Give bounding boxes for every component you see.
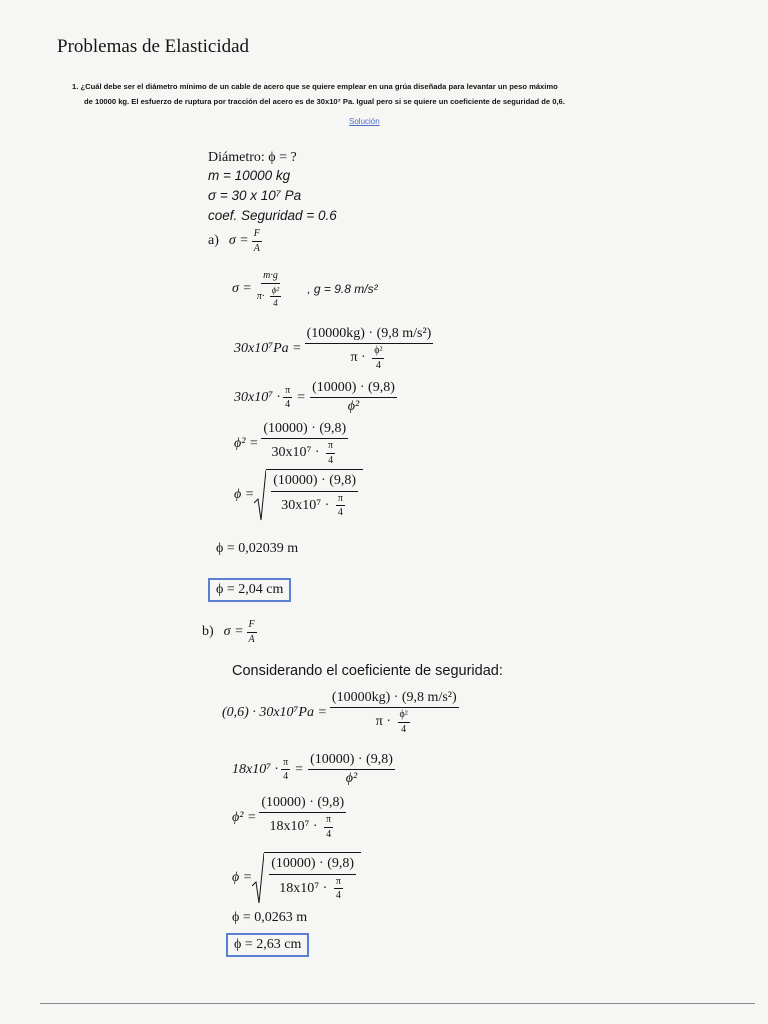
given-diameter: Diámetro: ϕ = ? [208,150,297,165]
phi-over-4 [372,345,384,371]
den-text: 18x10⁷ · [279,880,328,896]
solution-link[interactable]: Solución [349,117,380,126]
eq-b-3: 18x10⁷ · $\frac{\pi}{4}$ = $\frac{(10000) \cdot (9,8)}{\text{ϕ²}}$ [232,752,393,787]
result-a-meters: ϕ = 0,02039 m [216,541,299,556]
frac-den [374,708,415,735]
eq-b-4 [232,795,349,840]
sigma-lhs: σ = [223,624,244,639]
frac-num: (10000) · (9,8) [269,856,356,874]
sqrt [254,469,363,521]
frac-den [269,439,340,466]
frac-num: π [324,814,333,828]
result-b-meters: ϕ = 0,0263 m [232,910,308,925]
frac-num: ϕ² [398,709,410,723]
pi-over-4 [336,493,345,519]
frac-num: π [326,440,335,454]
frac-den [279,492,350,519]
pi-over-4 [324,814,333,840]
frac-num: (10000) · (9,8) [308,752,395,770]
phi-over-4 [270,285,281,309]
page-title: Problemas de Elasticidad [57,36,250,57]
eq-a-5 [234,421,351,466]
question-text-1: ¿Cuál debe ser el diámetro mínimo de un cable de acero que se quiere emplear en una grúa diseñada para levantar un peso máximo [80,82,558,91]
fraction-main [305,326,434,371]
frac-num: π [334,876,343,890]
eq-b-1 [202,619,260,645]
eq-b-2 [222,690,462,735]
frac-num: π [336,493,345,507]
fraction-f-a [252,228,262,254]
frac-num: (10000kg) · (9,8 m/s²) [305,326,434,344]
frac-den: 4 [273,297,278,308]
pi-over-4 [281,757,290,783]
frac-den: A [248,633,255,645]
eq-a-2 [232,270,378,308]
coef-note: Considerando el coeficiente de seguridad: [232,663,503,679]
frac-den [348,344,389,371]
pi-dot: π · [375,714,392,730]
phi-over-4 [398,709,410,735]
eq-lhs: (0,6) · 30x10⁷Pa = [222,704,327,720]
result-b-cm: ϕ = 2,63 cm [226,933,309,957]
fraction-f-a [247,619,257,645]
eq-a-3 [234,326,436,371]
frac-num: (10000) · (9,8) [259,795,346,813]
fraction-main [271,473,358,518]
sigma-lhs: σ = [228,233,249,248]
frac-num: (10000kg) · (9,8 m/s²) [330,690,459,708]
frac-den: 4 [285,399,291,411]
result-a-cm: ϕ = 2,04 cm [208,578,291,602]
frac-num: (10000) · (9,8) [261,421,348,439]
frac-num: F [252,228,262,242]
frac-den: ϕ² [345,771,358,787]
frac-den: 4 [326,828,332,840]
frac-den: A [253,242,260,254]
fraction-main [308,752,395,787]
radical-sign [254,469,266,521]
eq-lhs: ϕ² = [234,435,259,451]
den-text: 18x10⁷ · [269,819,318,835]
frac-den: 4 [401,723,407,735]
given-mass: m = 10000 kg [208,168,291,183]
fraction-main [330,690,459,735]
sigma-lhs: σ = [232,281,252,297]
frac-den: 4 [283,771,289,783]
eq-b-5 [232,852,361,904]
part-a-label: a) [208,233,219,248]
fraction-main [261,421,348,466]
eq-lhs: 30x10⁷Pa = [234,340,302,356]
eq-lhs: 30x10⁷ · [234,389,281,405]
frac-den: 4 [337,507,343,519]
den-text: 30x10⁷ · [271,445,320,461]
eq-a-6 [234,469,363,521]
part-b-label: b) [202,624,214,639]
fraction-main [310,380,397,415]
sqrt-body [264,852,361,904]
pi-dot: π · [350,350,366,366]
pi-dot: π· [256,290,265,302]
given-coef: coef. Seguridad = 0.6 [208,208,337,223]
frac-den: ϕ² [347,399,360,415]
eq-a-4: 30x10⁷ · $\frac{\pi}{4}$ = $\frac{(10000) \cdot (9,8)}{\text{ϕ²}}$ [234,380,395,415]
frac-num: ϕ² [372,345,384,359]
frac-num: π [281,757,290,771]
question-line-2: de 10000 kg. El esfuerzo de ruptura por tracción del acero es de 30x10⁷ Pa. Igual pero si se quiere un coeficiente de seguridad de 0,6. [84,97,565,106]
fraction-main [259,795,346,840]
frac-den [255,284,286,309]
pi-over-4 [326,440,335,466]
frac-den [277,875,348,902]
frac-num: ϕ² [270,285,281,297]
eq-a-1 [208,228,265,254]
eq-lhs: ϕ² = [232,809,257,825]
scan-edge-line [40,1003,755,1004]
given-sigma: σ = 30 x 10⁷ Pa [208,188,302,203]
radical-sign [252,852,264,904]
frac-num: (10000) · (9,8) [310,380,397,398]
fraction-main [269,856,356,901]
frac-den [267,813,338,840]
sqrt-body [266,469,363,521]
eq-lhs: 18x10⁷ · [232,761,279,777]
fraction-mg [255,270,286,308]
frac-num: (10000) · (9,8) [271,473,358,491]
frac-num: F [247,619,257,633]
pi-over-4 [334,876,343,902]
question-number: 1. [72,82,79,91]
question-line-1 [72,82,558,91]
sqrt [252,852,361,904]
frac-num: π [283,385,292,399]
den-text: 30x10⁷ · [281,497,330,513]
gravity-note: , g = 9.8 m/s² [307,282,378,297]
frac-den: 4 [375,359,381,371]
pi-over-4 [283,385,292,411]
frac-num: m·g [261,270,280,284]
frac-den: 4 [335,890,341,902]
frac-den: 4 [328,454,334,466]
eq-lhs: ϕ = [234,487,255,502]
eq-lhs: ϕ = [232,870,253,885]
